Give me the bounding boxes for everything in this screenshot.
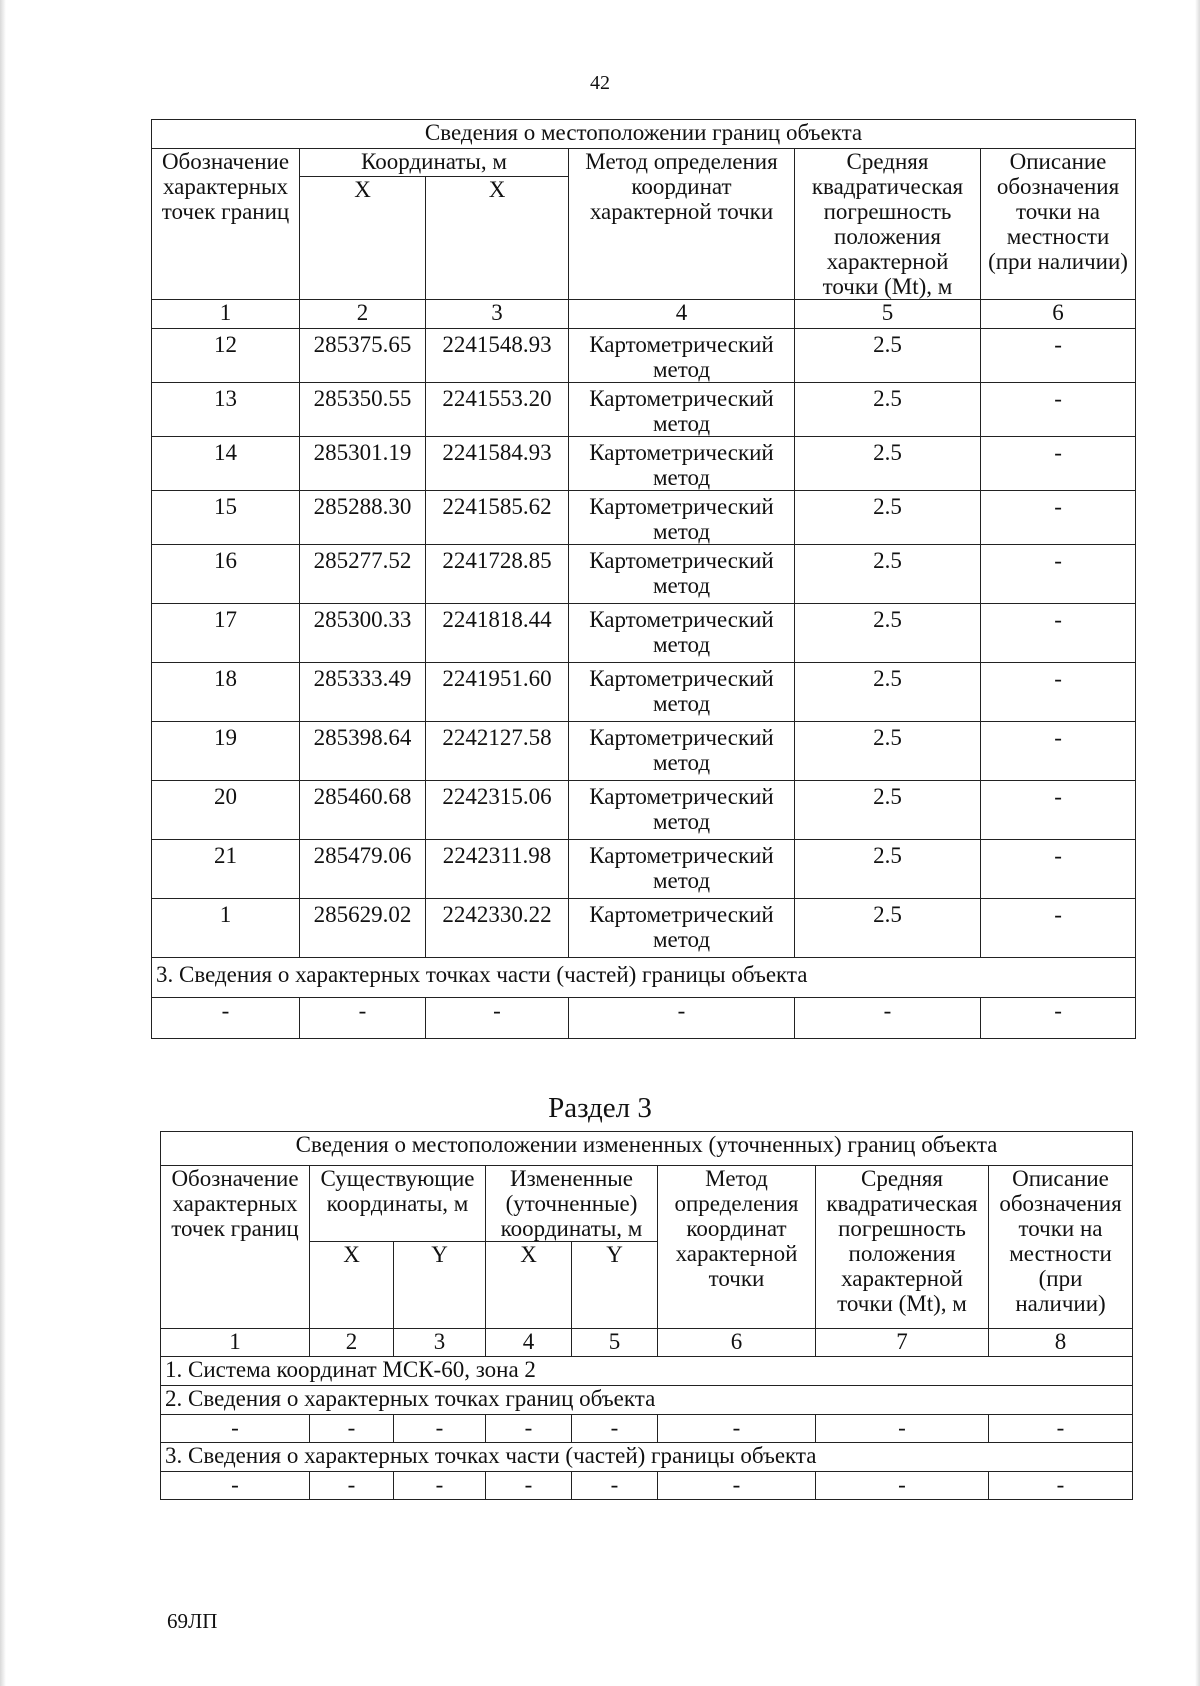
empty-cell: - (658, 1415, 816, 1443)
method-cell: Картометрический метод (569, 663, 795, 722)
accuracy-cell: 2.5 (795, 781, 981, 840)
method-cell: Картометрический метод (569, 722, 795, 781)
empty-cell: - (816, 1472, 989, 1500)
coord-system-heading: 1. Система координат МСК-60, зона 2 (161, 1357, 1133, 1386)
column-number-row (152, 300, 1136, 329)
table-row (152, 899, 1136, 958)
coord-y: 2241585.62 (426, 491, 569, 545)
column-number-row (161, 1329, 1133, 1357)
header-existing-y: Y (394, 1242, 486, 1329)
header-accuracy: Средняя квадратическая погрешность положения характерной точки (Mt), м (816, 1166, 989, 1329)
coord-x: 285300.33 (300, 604, 426, 663)
description-cell: - (981, 329, 1136, 383)
parts-row (152, 998, 1136, 1039)
coord-y: 2242315.06 (426, 781, 569, 840)
coord-x: 285350.55 (300, 383, 426, 437)
method-cell: Картометрический метод (569, 899, 795, 958)
scan-edge-right (1195, 0, 1200, 1686)
method-cell: Картометрический метод (569, 491, 795, 545)
empty-cell: - (981, 998, 1136, 1039)
description-cell: - (981, 545, 1136, 604)
empty-cell: - (161, 1472, 310, 1500)
accuracy-cell: 2.5 (795, 329, 981, 383)
boundary-location-table (151, 119, 1136, 1039)
point-id: 15 (152, 491, 300, 545)
method-cell: Картометрический метод (569, 383, 795, 437)
column-number: 7 (816, 1329, 989, 1357)
coord-x: 285333.49 (300, 663, 426, 722)
column-number: 5 (572, 1329, 658, 1357)
accuracy-cell: 2.5 (795, 491, 981, 545)
description-cell: - (981, 437, 1136, 491)
empty-cell: - (161, 1415, 310, 1443)
description-cell: - (981, 604, 1136, 663)
empty-cell: - (486, 1415, 572, 1443)
column-number: 6 (658, 1329, 816, 1357)
empty-cell: - (569, 998, 795, 1039)
empty-cell: - (572, 1472, 658, 1500)
point-id: 19 (152, 722, 300, 781)
coord-y: 2242330.22 (426, 899, 569, 958)
header-point-designation: Обозначение характерных точек границ (152, 149, 300, 300)
description-cell: - (981, 663, 1136, 722)
coord-x: 285460.68 (300, 781, 426, 840)
table-row (152, 840, 1136, 899)
description-cell: - (981, 781, 1136, 840)
column-number: 4 (486, 1329, 572, 1357)
column-number: 2 (300, 300, 426, 329)
coord-y: 2242127.58 (426, 722, 569, 781)
empty-cell: - (152, 998, 300, 1039)
column-number: 1 (161, 1329, 310, 1357)
point-id: 13 (152, 383, 300, 437)
accuracy-cell: 2.5 (795, 840, 981, 899)
table-row (152, 491, 1136, 545)
point-id: 20 (152, 781, 300, 840)
changed-boundary-table (160, 1131, 1133, 1500)
coord-x: 285398.64 (300, 722, 426, 781)
coord-y: 2241548.93 (426, 329, 569, 383)
table-row (152, 663, 1136, 722)
point-id: 12 (152, 329, 300, 383)
column-number: 4 (569, 300, 795, 329)
header-method: Метод определения координат характерной точки (569, 149, 795, 300)
header-description: Описание обозначения точки на местности (при наличии) (989, 1166, 1133, 1329)
accuracy-cell: 2.5 (795, 437, 981, 491)
accuracy-cell: 2.5 (795, 899, 981, 958)
coord-y: 2241728.85 (426, 545, 569, 604)
empty-cell: - (816, 1415, 989, 1443)
coord-y: 2242311.98 (426, 840, 569, 899)
column-number: 6 (981, 300, 1136, 329)
column-number: 3 (426, 300, 569, 329)
method-cell: Картометрический метод (569, 329, 795, 383)
accuracy-cell: 2.5 (795, 545, 981, 604)
header-coord-x2: X (426, 176, 569, 299)
empty-cell: - (310, 1415, 394, 1443)
table-row (152, 604, 1136, 663)
header-changed-coords: Измененные (уточненные) координаты, м (486, 1166, 658, 1242)
accuracy-cell: 2.5 (795, 383, 981, 437)
column-number: 1 (152, 300, 300, 329)
header-existing-x: X (310, 1242, 394, 1329)
table-row (152, 722, 1136, 781)
empty-cell: - (572, 1415, 658, 1443)
header-changed-y: Y (572, 1242, 658, 1329)
table-row (152, 329, 1136, 383)
header-description: Описание обозначения точки на местности (при наличии) (981, 149, 1136, 300)
point-id: 14 (152, 437, 300, 491)
method-cell: Картометрический метод (569, 840, 795, 899)
scan-edge-left (0, 0, 6, 1686)
table-row (152, 545, 1136, 604)
table-row (152, 781, 1136, 840)
table-row (152, 383, 1136, 437)
accuracy-cell: 2.5 (795, 604, 981, 663)
points-heading: 2. Сведения о характерных точках границ объекта (161, 1386, 1133, 1415)
empty-cell: - (394, 1472, 486, 1500)
description-cell: - (981, 899, 1136, 958)
empty-cell: - (658, 1472, 816, 1500)
header-accuracy: Средняя квадратическая погрешность положения характерной точки (Mt), м (795, 149, 981, 300)
method-cell: Картометрический метод (569, 545, 795, 604)
point-id: 21 (152, 840, 300, 899)
coord-y: 2241951.60 (426, 663, 569, 722)
parts-row (161, 1472, 1133, 1500)
table-row (152, 437, 1136, 491)
table-title: Сведения о местоположении границ объекта (152, 120, 1136, 149)
coord-y: 2241553.20 (426, 383, 569, 437)
coord-x: 285288.30 (300, 491, 426, 545)
header-existing-coords: Существующие координаты, м (310, 1166, 486, 1242)
coord-x: 285277.52 (300, 545, 426, 604)
coord-x: 285479.06 (300, 840, 426, 899)
accuracy-cell: 2.5 (795, 722, 981, 781)
points-row (161, 1415, 1133, 1443)
column-number: 5 (795, 300, 981, 329)
parts-heading: 3. Сведения о характерных точках части (частей) границы объекта (152, 958, 1136, 998)
point-id: 16 (152, 545, 300, 604)
section-title: Раздел 3 (548, 1092, 652, 1124)
method-cell: Картометрический метод (569, 437, 795, 491)
table-title: Сведения о местоположении измененных (уточненных) границ объекта (161, 1132, 1133, 1166)
coord-x: 285301.19 (300, 437, 426, 491)
parts-heading: 3. Сведения о характерных точках части (частей) границы объекта (161, 1443, 1133, 1472)
description-cell: - (981, 383, 1136, 437)
empty-cell: - (989, 1472, 1133, 1500)
coord-x: 285375.65 (300, 329, 426, 383)
header-coord-x1: X (300, 176, 426, 299)
description-cell: - (981, 722, 1136, 781)
coord-y: 2241818.44 (426, 604, 569, 663)
header-changed-x: X (486, 1242, 572, 1329)
description-cell: - (981, 840, 1136, 899)
column-number: 2 (310, 1329, 394, 1357)
footer-code: 69ЛП (167, 1609, 218, 1633)
point-id: 1 (152, 899, 300, 958)
empty-cell: - (300, 998, 426, 1039)
empty-cell: - (989, 1415, 1133, 1443)
coord-y: 2241584.93 (426, 437, 569, 491)
column-number: 3 (394, 1329, 486, 1357)
coord-x: 285629.02 (300, 899, 426, 958)
empty-cell: - (310, 1472, 394, 1500)
empty-cell: - (426, 998, 569, 1039)
empty-cell: - (795, 998, 981, 1039)
empty-cell: - (394, 1415, 486, 1443)
header-method: Метод определения координат характерной точки (658, 1166, 816, 1329)
page-number: 42 (590, 72, 610, 94)
method-cell: Картометрический метод (569, 781, 795, 840)
empty-cell: - (486, 1472, 572, 1500)
point-id: 17 (152, 604, 300, 663)
description-cell: - (981, 491, 1136, 545)
header-coordinates: Координаты, м (300, 149, 569, 177)
header-point-designation: Обозначение характерных точек границ (161, 1166, 310, 1329)
method-cell: Картометрический метод (569, 604, 795, 663)
column-number: 8 (989, 1329, 1133, 1357)
point-id: 18 (152, 663, 300, 722)
accuracy-cell: 2.5 (795, 663, 981, 722)
